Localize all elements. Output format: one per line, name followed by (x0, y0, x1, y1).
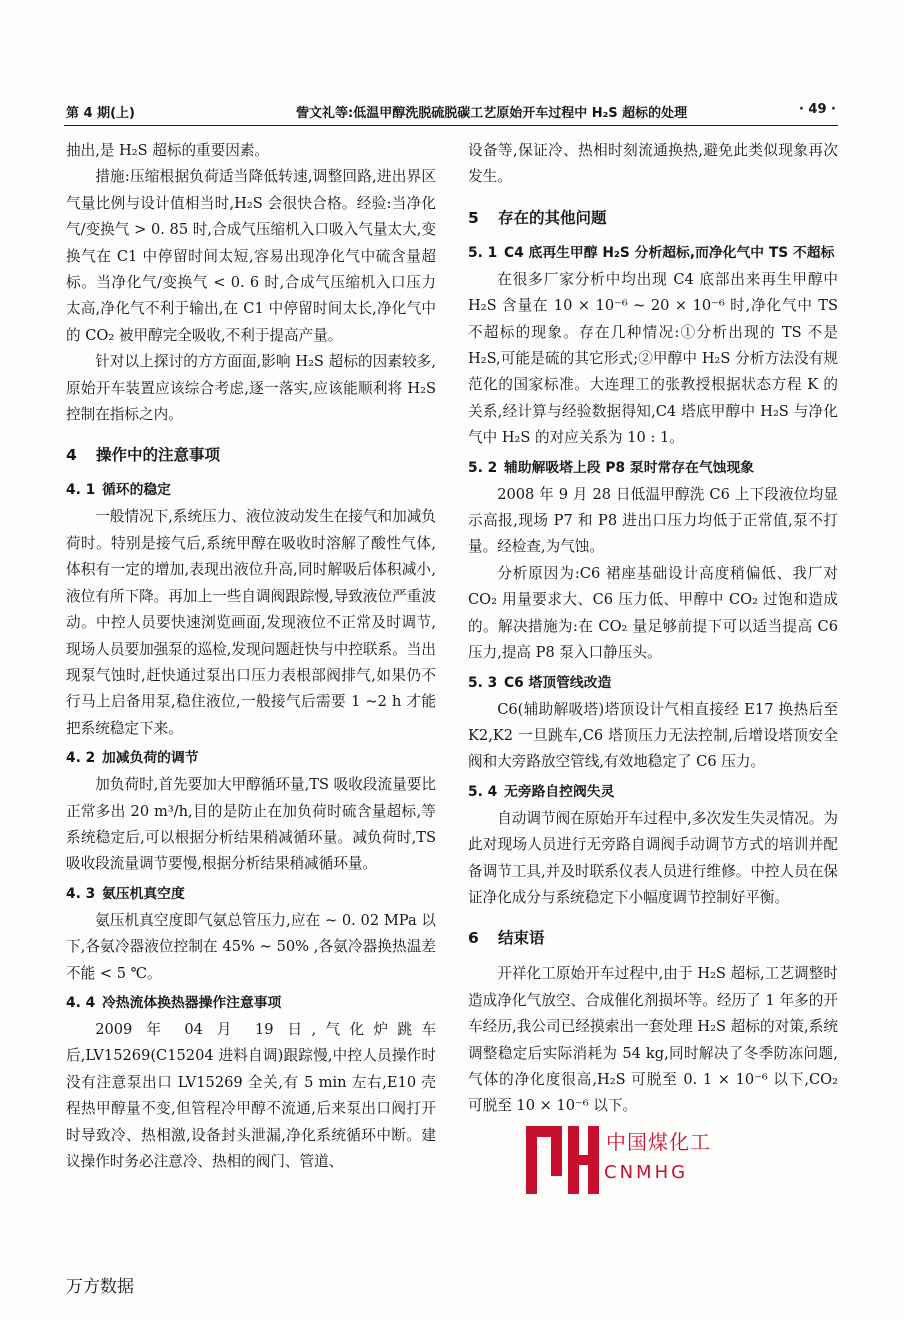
subsection-number: 5. 3 (468, 674, 498, 691)
paragraph: 设备等,保证冷、热相时刻流通换热,避免此类似现象再次发生。 (468, 142, 838, 186)
subsection-number: 5. 4 (468, 783, 498, 800)
section-number: 4 (66, 446, 77, 465)
paragraph: 2009 年 04 月 19 日,气化炉跳车后,LV15269(C15204 进料自调)跟踪慢,中控人员操作时没有注意泵出口 LV15269 全关,有 5 min 左右,E10 壳程热甲醇量不变,但管程冷甲醇不流通,后来泵出口阀打开时导致冷、热相激,设备封头泄漏,净化系统循环中断。建议操作时务必注意冷、热相的阀门、管道、 (66, 1020, 436, 1170)
subsection-number: 4. 2 (66, 750, 96, 767)
subsection-title: 氨压机真空度 (102, 885, 185, 902)
subsection-number: 5. 2 (468, 459, 498, 476)
subsection-number: 4. 4 (66, 994, 96, 1011)
subsection-heading-5-4 (468, 780, 838, 804)
running-title: 訾文礼等:低温甲醇洗脱硫脱碳工艺原始开车过程中 H₂S 超标的处理 (296, 106, 688, 121)
header-rule (64, 125, 838, 126)
subsection-title: C6 塔顶管线改造 (504, 674, 612, 691)
watermark-logo (524, 1122, 724, 1206)
paragraph: 分析原因为:C6 裙座基础设计高度稍偏低、我厂对 CO₂ 用量要求大、C6 压力低、甲醇中 CO₂ 过饱和造成的。解决措施为:在 CO₂ 量足够前提下可以适当提高 C6 压力,提高 P8 泵入口静压头。 (468, 564, 838, 662)
left-column (66, 138, 436, 1175)
section-title: 结束语 (498, 929, 545, 948)
paragraph: 开祥化工原始开车过程中,由于 H₂S 超标,工艺调整时造成净化气放空、合成催化剂损坏等。经历了 1 年多的开车经历,我公司已经摸索出一套处理 H₂S 超标的对策,系统调整稳定后实际消耗为 54 kg,同时解决了冬季防冻问题,气体的净化度很高,H₂S 可脱至 0. 1 × 10⁻⁶ 以下,CO₂ 可脱至 10 × 10⁻⁶ 以下。 (468, 965, 838, 1115)
subsection-title: 冷热流体换热器操作注意事项 (102, 994, 282, 1011)
subsection-heading-5-1 (468, 241, 838, 265)
subsection-number: 4. 1 (66, 482, 96, 499)
section-heading-4 (66, 442, 436, 468)
subsection-heading-4-3 (66, 882, 436, 906)
paragraph: 抽出,是 H₂S 超标的重要因素。 (66, 142, 270, 159)
paragraph: 加负荷时,首先要加大甲醇循环量,TS 吸收段流量要比正常多出 20 m³/h,目的是防止在加负荷时硫含量超标,等系统稳定后,可以根据分析结果稍减循环量。减负荷时,TS 吸收段流量调节要慢,根据分析结果稍减循环量。 (66, 776, 436, 873)
paragraph: 一般情况下,系统压力、液位波动发生在接气和加减负荷时。特别是接气后,系统甲醇在吸收时溶解了酸性气体,体积有一定的增加,表现出液位升高,同时解吸后体积减小,液位有所下降。再加上一些自调阀跟踪慢,导致液位严重波动。中控人员要快速浏览画面,发现液位不正常及时调节,现场人员要加强泵的巡检,发现问题赶快与中控联系。当出现泵气蚀时,赶快通过泵出口压力表根部阀排气,如果仍不行马上启备用泵,稳住液位,一般接气后需要 1 ~2 h 才能把系统稳定下来。 (66, 508, 436, 737)
subsection-heading-4-4 (66, 991, 436, 1015)
subsection-number: 4. 3 (66, 885, 96, 902)
subsection-heading-4-1 (66, 478, 436, 502)
paragraph: 措施:压缩根据负荷适当降低转速,调整回路,进出界区气量比例与设计值相当时,H₂S 会很快合格。经验:当净化气/变换气 > 0. 85 时,合成气压缩机入口吸入气量太大,变换气在 C1 中停留时间太短,容易出现净化气中硫含量超标。当净化气/变换气 < 0. 6 时,合成气压缩机入口压力太高,净化气不利于输出,在 C1 中停留时间太长,净化气中的 CO₂ 被甲醇完全吸收,不利于提高产量。 (66, 168, 436, 344)
subsection-heading-5-2 (468, 456, 838, 480)
subsection-number: 5. 1 (468, 244, 498, 261)
subsection-title: 辅助解吸塔上段 P8 泵时常存在气蚀现象 (504, 459, 755, 476)
footer-source: 万方数据 (66, 1277, 134, 1297)
subsection-heading-4-2 (66, 746, 436, 770)
subsection-title: 加减负荷的调节 (102, 750, 199, 767)
running-header (66, 102, 836, 124)
paragraph: 2008 年 9 月 28 日低温甲醇洗 C6 上下段液位均显示高报,现场 P7 和 P8 进出口压力均低于正常值,泵不打量。经检查,为气蚀。 (468, 485, 838, 556)
paragraph: 自动调节阀在原始开车过程中,多次发生失灵情况。为此对现场人员进行无旁路自调阀手动调节方式的培训并配备调节工具,并及时联系仪表人员进行维修。中控人员在保证净化成分与系统稳定下小幅度调节控制好平衡。 (468, 809, 838, 906)
subsection-title: 循环的稳定 (102, 482, 171, 499)
section-title: 操作中的注意事项 (96, 446, 221, 465)
section-number: 6 (468, 929, 479, 948)
subsection-heading-5-3 (468, 671, 838, 695)
watermark-english-text: CNMHG (604, 1162, 689, 1183)
section-heading-5 (468, 205, 838, 231)
right-column (468, 138, 838, 1120)
section-title: 存在的其他问题 (498, 208, 607, 227)
watermark-chinese-text: 中国煤化工 (604, 1126, 713, 1155)
section-heading-6 (468, 925, 838, 951)
issue-number: 第 4 期(上) (66, 106, 135, 121)
paragraph: C6(辅助解吸塔)塔顶设计气相直接经 E17 换热后至 K2,K2 一旦跳车,C6 塔顶压力无法控制,后增设塔顶安全阀和大旁路放空管线,有效地稳定了 C6 压力。 (468, 700, 838, 771)
paragraph: 氨压机真空度即气氨总管压力,应在 ~ 0. 02 MPa 以下,各氨冷器液位控制在 45% ~ 50% ,各氨冷器换热温差不能 < 5 ℃。 (66, 911, 436, 982)
paragraph: 针对以上探讨的方方面面,影响 H₂S 超标的因素较多,原始开车装置应该综合考虑,逐一落实,应该能顺利将 H₂S 控制在指标之内。 (66, 353, 436, 424)
section-number: 5 (468, 208, 479, 227)
watermark-mark-icon (524, 1122, 600, 1198)
page-number: · 49 · (798, 102, 836, 117)
subsection-title: 无旁路自控阀失灵 (504, 783, 615, 800)
paragraph: 在很多厂家分析中均出现 C4 底部出来再生甲醇中 H₂S 含量在 10 × 10⁻⁶ ~ 20 × 10⁻⁶ 时,净化气中 TS 不超标的现象。存在几种情况:①分析出现的 TS 不是 H₂S,可能是硫的其它形式;②甲醇中 H₂S 分析方法没有规范化的国家标准。大连理工的张教授根据状态方程 K 的关系,经计算与经验数据得知,C4 塔底甲醇中 H₂S 与净化气中 H₂S 的对应关系为 10 : 1。 (468, 270, 838, 447)
subsection-title: C4 底再生甲醇 H₂S 分析超标,而净化气中 TS 不超标 (504, 244, 835, 261)
